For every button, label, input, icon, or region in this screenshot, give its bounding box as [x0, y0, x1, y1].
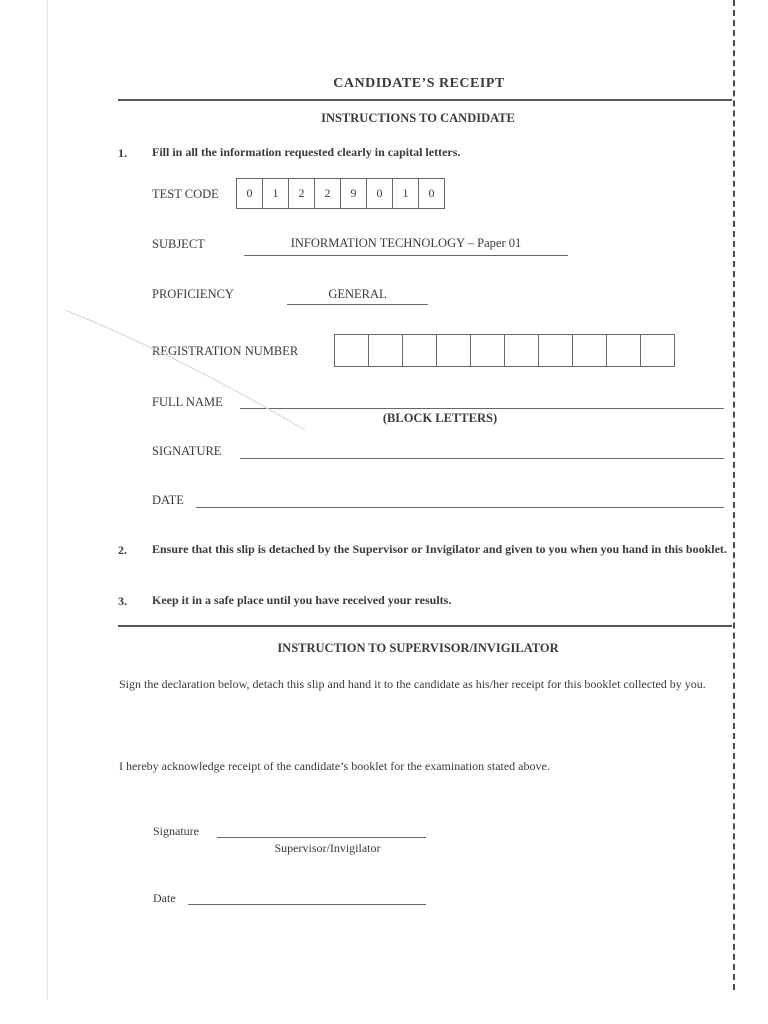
supervisor-instructions-heading: INSTRUCTION TO SUPERVISOR/INVIGILATOR [277, 641, 559, 655]
test-code-digit: 0 [418, 178, 445, 209]
test-code-boxes [236, 178, 444, 209]
registration-number-label: REGISTRATION NUMBER [152, 344, 299, 358]
supervisor-signature-caption: Supervisor/Invigilator [274, 841, 381, 855]
registration-digit-box[interactable] [402, 334, 437, 367]
supervisor-paragraph: Sign the declaration below, detach this slip and hand it to the candidate as his/her receipt for this booklet collected by you. [119, 677, 706, 691]
supervisor-date-field[interactable] [188, 904, 426, 905]
signature-label: SIGNATURE [152, 444, 222, 458]
subject-label: SUBJECT [152, 237, 205, 251]
test-code-digit: 1 [392, 178, 419, 209]
item-2-number: 2. [118, 543, 127, 557]
registration-digit-box[interactable] [504, 334, 539, 367]
acknowledgement-statement: I hereby acknowledge receipt of the candidate’s booklet for the examination stated above. [119, 759, 550, 773]
registration-number-boxes[interactable] [334, 334, 674, 367]
test-code-label: TEST CODE [152, 187, 219, 201]
test-code-digit: 0 [366, 178, 393, 209]
subject-value: INFORMATION TECHNOLOGY – Paper 01 [290, 236, 522, 250]
subject-line [244, 255, 568, 256]
full-name-label: FULL NAME [152, 395, 223, 409]
top-divider [118, 99, 732, 101]
registration-digit-box[interactable] [368, 334, 403, 367]
test-code-digit: 2 [314, 178, 341, 209]
item-2-text: Ensure that this slip is detached by the Supervisor or Invigilator and given to you when you hand in this booklet. [152, 542, 727, 556]
proficiency-label: PROFICIENCY [152, 287, 234, 301]
supervisor-signature-field[interactable] [217, 837, 426, 838]
section-divider [118, 625, 732, 627]
signature-field[interactable] [240, 458, 724, 459]
test-code-digit: 1 [262, 178, 289, 209]
page-edge-shadow [47, 0, 48, 1000]
registration-digit-box[interactable] [334, 334, 369, 367]
registration-digit-box[interactable] [572, 334, 607, 367]
block-letters-note: (BLOCK LETTERS) [382, 411, 498, 425]
supervisor-date-label: Date [153, 891, 176, 905]
test-code-digit: 0 [236, 178, 263, 209]
date-label: DATE [152, 493, 184, 507]
supervisor-signature-label: Signature [153, 824, 199, 838]
registration-digit-box[interactable] [436, 334, 471, 367]
registration-digit-box[interactable] [606, 334, 641, 367]
registration-digit-box[interactable] [640, 334, 675, 367]
item-3-number: 3. [118, 594, 127, 608]
test-code-digit: 9 [340, 178, 367, 209]
proficiency-value: GENERAL [328, 287, 387, 301]
item-1-number: 1. [118, 146, 127, 160]
paper-crease-mark [60, 300, 320, 440]
item-1-text: Fill in all the information requested clearly in capital letters. [152, 145, 461, 159]
registration-digit-box[interactable] [470, 334, 505, 367]
receipt-title: CANDIDATE’S RECEIPT [333, 76, 505, 91]
registration-digit-box[interactable] [538, 334, 573, 367]
test-code-digit: 2 [288, 178, 315, 209]
date-field[interactable] [196, 507, 724, 508]
perforation-line [733, 0, 735, 990]
candidate-instructions-heading: INSTRUCTIONS TO CANDIDATE [321, 111, 515, 125]
item-3-text: Keep it in a safe place until you have received your results. [152, 593, 452, 607]
